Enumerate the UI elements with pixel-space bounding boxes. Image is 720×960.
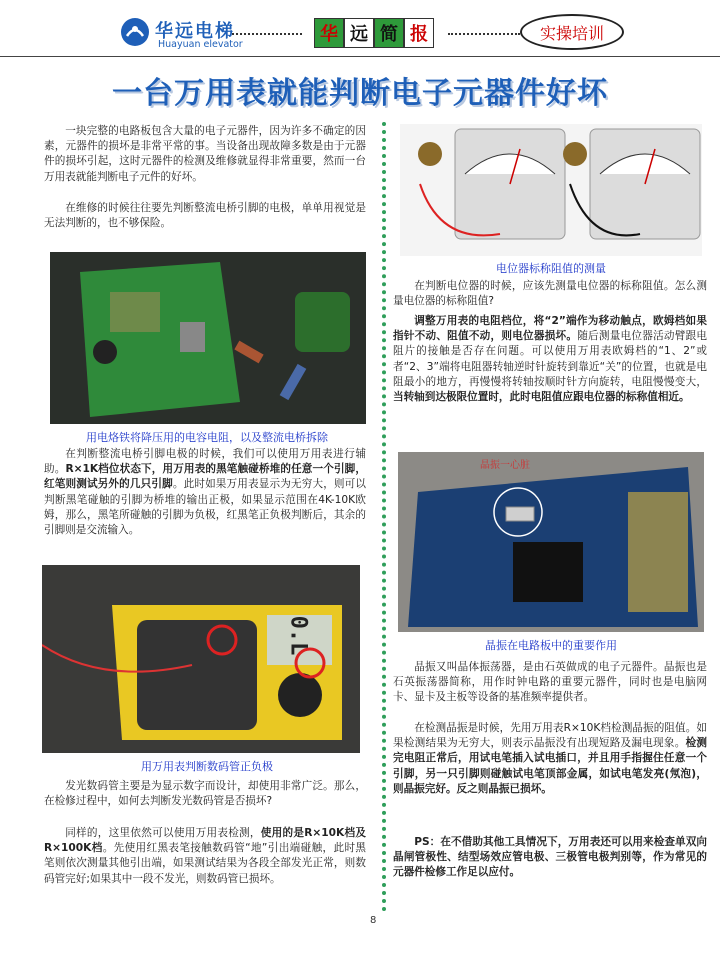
pot-test-c: 随后测量电位器活动臂跟电阻片的接触是否存在问题。可以使用万用表欧姆档的“1、2”或者“2、3”端将电阻器转轴逆时针旋转到靠近“关”的位置，也就是电阻最小的地方，再慢慢将转轴按顺时针方向旋转，电阻慢慢变大， [393,330,708,388]
header-rule [0,56,720,57]
company-name: 华远电梯 [155,21,235,42]
led-test-b: 使用的是R×10K档及R×100K档 [44,827,366,855]
ps-paragraph: PS：在不借助其他工具情况下，万用表还可以用来检查单双向晶闸管极性、结型场效应管电极、三极管电极判别等，作为常见的元器件检修工作足以应付。 [393,836,707,879]
multimeter-photo [42,565,360,753]
circuit-board-photo [50,252,366,424]
led-test-c: 。先使用红黑表笔接触数码管“地”引出端碰触，此时黑笔则依次测量其他引出端，如果测试结果为各段全部发光正常，则数码管完好;如果其中一段不发光，则数码管已损坏。 [44,842,367,885]
header [0,0,720,60]
bridge-paragraph: 在维修的时候往往要先判断整流电桥引脚的电极，单单用视觉是无法判断的，也不够保险。 [44,202,366,230]
brand-boxes [314,18,434,48]
column-divider [382,122,386,912]
meter-display-reading: 0.L [285,615,311,656]
bridge-test-paragraph [44,447,366,538]
company-logo-icon [121,18,149,46]
intro-paragraph: 一块完整的电路板包含大量的电子元器件，因为许多不确定的因素，元器件的损坏是非常平常的事。当设备出现故障多数是由于元器件的损坏引起，这时元器件的检测及维修就显得非常重要，然而一台万用表就能判断电子元件的好坏。 [44,125,366,183]
bridge-test-a: 在判断整流电桥引脚电极的时候，我们可以使用万用表进行辅助。 [44,448,366,476]
led-test-paragraph [44,826,366,887]
potentiometer-photo [400,124,702,256]
potentiometer-paragraph: 在判断电位器的时候，应该先测量电位器的标称阻值。怎么测量电位器的标称阻值? [393,280,707,308]
brand-box: 远 [344,18,374,48]
photo-caption-crystal: 晶振在电路板中的重要作用 [485,639,617,652]
photo-caption-potentiometer: 电位器标称阻值的测量 [496,262,606,275]
page-number: 8 [370,915,377,926]
crystal-label: 晶振一心脏 [480,460,530,471]
pot-test-b: 调整万用表的电阻档位，将“2”端作为移动触点，欧姆档如果指针不动、阻值不动，则电位器损坏。 [393,315,707,343]
crystal-oscillator-photo [398,452,704,632]
header-dots-left [232,33,302,35]
company-name-en: Huayuan elevator [158,39,243,50]
potentiometer-test-paragraph [393,314,707,405]
header-dots-right [448,33,520,35]
bridge-test-b: R×1K档位状态下，用万用表的黑笔触碰桥堆的任意一个引脚，红笔则测试另外的几只引脚 [44,463,366,491]
brand-box: 华 [314,18,344,48]
pot-test-d: 当转轴到达极限位置时，此时电阻值应跟电位器的标称值相近。 [393,391,690,404]
crystal-test-a: 在检测晶振是时候，先用万用表R×10K档检测晶振的阻值。如果检测结果为无穷大，则表示晶振没有出现短路及漏电现象。 [393,722,707,750]
page-title: 一台万用表就能判断电子元器件好坏 [112,76,608,111]
led-test-a: 同样的，这里依然可以使用万用表检测， [65,827,261,839]
photo-caption-multimeter: 用万用表判断数码管正负极 [141,760,273,773]
led-display-paragraph: 发光数码管主要是为显示数字而设计，却使用非常广泛。那么，在检修过程中，如何去判断发光数码管是否损坏? [44,780,366,808]
brand-box: 简 [374,18,404,48]
crystal-test-b: 检测完电阻正常后，用试电笔插入试电插口，并且用手指握住任意一个引脚，另一只引脚则碰触试电笔顶部金属，如试电笔发亮(氖泡)，则晶振完好。反之则晶振已损坏。 [393,737,708,795]
bridge-test-c: 。此时如果万用表显示为无穷大，则可以判断黑笔碰触的引脚为桥堆的输出正极，如果显示范围在4K-10K欧姆，那么，黑笔所碰触的引脚为负极，红黑笔正负极判断后，其余的引脚则是交流输入。 [44,478,366,537]
crystal-test-paragraph [393,721,707,797]
photo-caption-board: 用电烙铁将降压用的电容电阻，以及整流电桥拆除 [86,431,328,444]
crystal-paragraph: 晶振又叫晶体振荡器，是由石英做成的电子元器件。晶振也是石英振荡器简称，用作时钟电路的重要元器件，同时也是电脑网卡、显卡及主板等设备的基准频率提供者。 [393,661,707,704]
training-badge: 实操培训 [520,14,624,50]
brand-box: 报 [404,18,434,48]
